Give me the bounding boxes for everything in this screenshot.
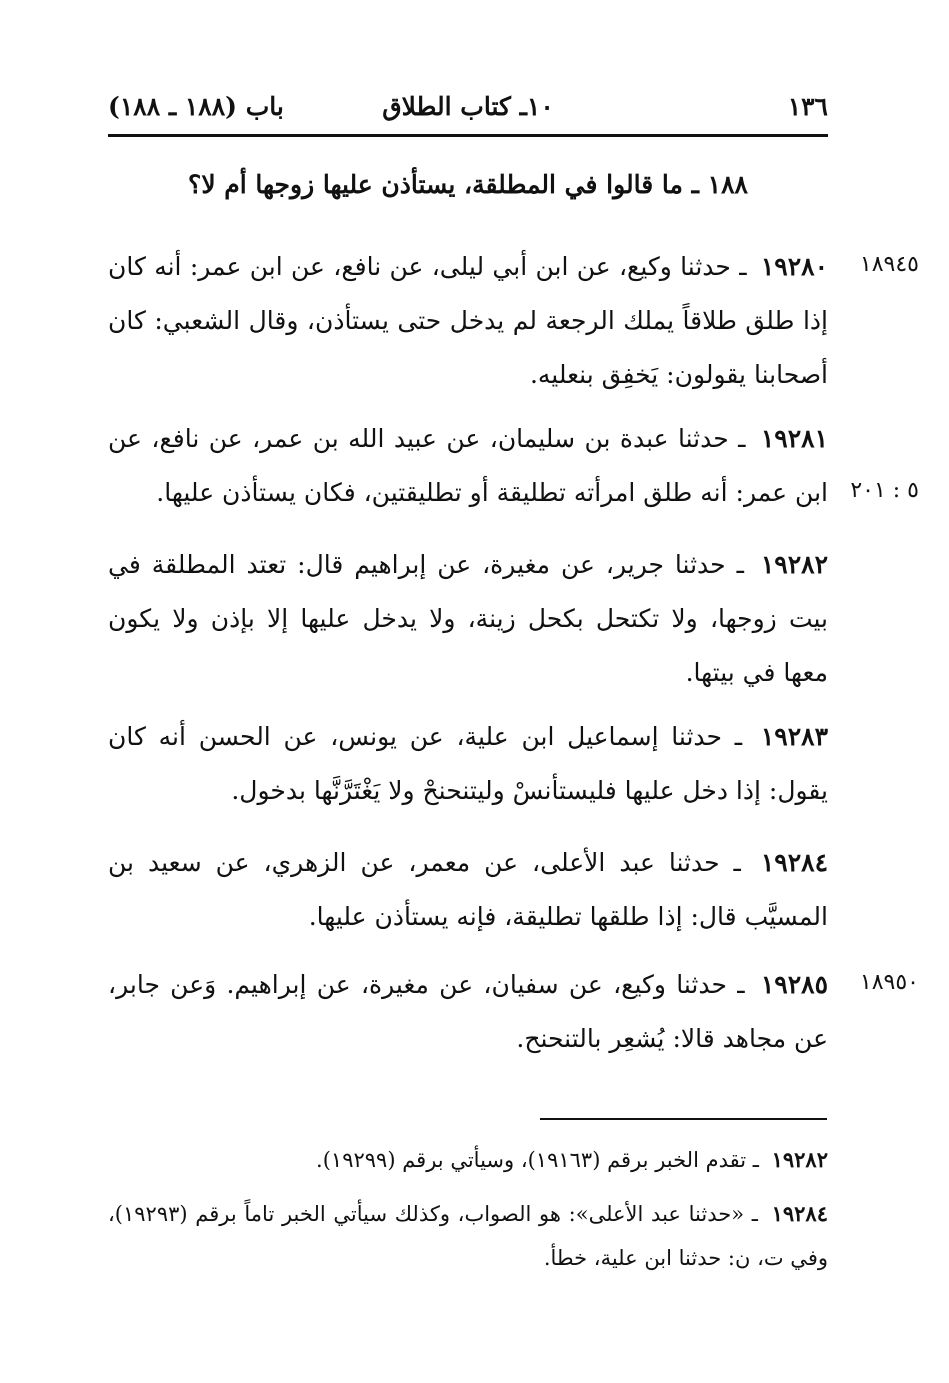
hadith-text: ـ حدثنا وكيع، عن سفيان، عن مغيرة، عن إبراهيم. وَعن جابر، عن مجاهد قالا: يُشعِر بالتنحنح. xyxy=(108,970,828,1053)
hadith-number: ١٩٢٨٣ xyxy=(760,722,828,751)
footnote xyxy=(108,1138,828,1182)
hadith-number: ١٩٢٨٥ xyxy=(760,970,828,999)
hadith-number: ١٩٢٨٤ xyxy=(760,848,829,877)
footnote xyxy=(108,1192,828,1280)
hadith-paragraph xyxy=(108,412,828,520)
footnote-separator xyxy=(540,1118,827,1120)
hadith-paragraph xyxy=(108,958,828,1066)
hadith-number: ١٩٢٨١ xyxy=(760,424,829,453)
footnote-number: ١٩٢٨٤ xyxy=(771,1201,828,1226)
hadith-paragraph xyxy=(108,710,828,818)
hadith-text: ـ حدثنا وكيع، عن ابن أبي ليلى، عن نافع، عن ابن عمر: أنه كان إذا طلق طلاقاً يملك الرجعة لم يدخل حتى يستأذن، وقال الشعبي: كان أصحابنا يقولون: يَخفِق بنعليه. xyxy=(108,252,828,389)
margin-reference: ٥ : ٢٠١ xyxy=(850,478,919,503)
hadith-paragraph xyxy=(108,538,828,700)
hadith-paragraph xyxy=(108,240,828,402)
hadith-number: ١٩٢٨٢ xyxy=(760,550,828,579)
hadith-text: ـ حدثنا جرير، عن مغيرة، عن إبراهيم قال: تعتد المطلقة في بيت زوجها، ولا تكتحل بكحل زينة، ولا يدخل عليها إلا بإذن ولا يكون معها في بيتها. xyxy=(108,550,828,687)
hadith-text: ـ حدثنا إسماعيل ابن علية، عن يونس، عن الحسن أنه كان يقول: إذا دخل عليها فليستأنسْ وليتنحنحْ ولا يَغْتَرَّنَّها بدخول. xyxy=(108,722,828,805)
margin-reference: ١٨٩٤٥ xyxy=(859,252,919,277)
hadith-number: ١٩٢٨٠ xyxy=(760,252,828,281)
hadith-paragraph xyxy=(108,836,828,944)
running-header xyxy=(108,92,828,128)
book-title: ١٠ـ كتاب الطلاق xyxy=(382,92,554,121)
footnote-number: ١٩٢٨٢ xyxy=(771,1147,828,1172)
footnote-text: ـ تقدم الخبر برقم (١٩١٦٣)، وسيأتي برقم (١٩٢٩٩). xyxy=(316,1148,759,1172)
margin-reference: ١٨٩٥٠ xyxy=(859,970,919,995)
chapter-title: ١٨٨ ـ ما قالوا في المطلقة، يستأذن عليها زوجها أم لا؟ xyxy=(188,170,748,199)
chapter-range: باب (١٨٨ ـ ١٨٨) xyxy=(108,92,284,121)
page-number: ١٣٦ xyxy=(787,92,828,121)
header-rule xyxy=(108,134,828,137)
hadith-text: ـ حدثنا عبد الأعلى، عن معمر، عن الزهري، عن سعيد بن المسيَّب قال: إذا طلقها تطليقة، فإنه يستأذن عليها. xyxy=(108,848,828,931)
footnote-text: ـ «حدثنا عبد الأعلى»: هو الصواب، وكذلك سيأتي الخبر تاماً برقم (١٩٢٩٣)، وفي ت، ن: حدثنا ابن علية، خطأ. xyxy=(108,1202,828,1270)
hadith-text: ـ حدثنا عبدة بن سليمان، عن عبيد الله بن عمر، عن نافع، عن ابن عمر: أنه طلق امرأته تطليقة أو تطليقتين، فكان يستأذن عليها. xyxy=(108,424,828,507)
